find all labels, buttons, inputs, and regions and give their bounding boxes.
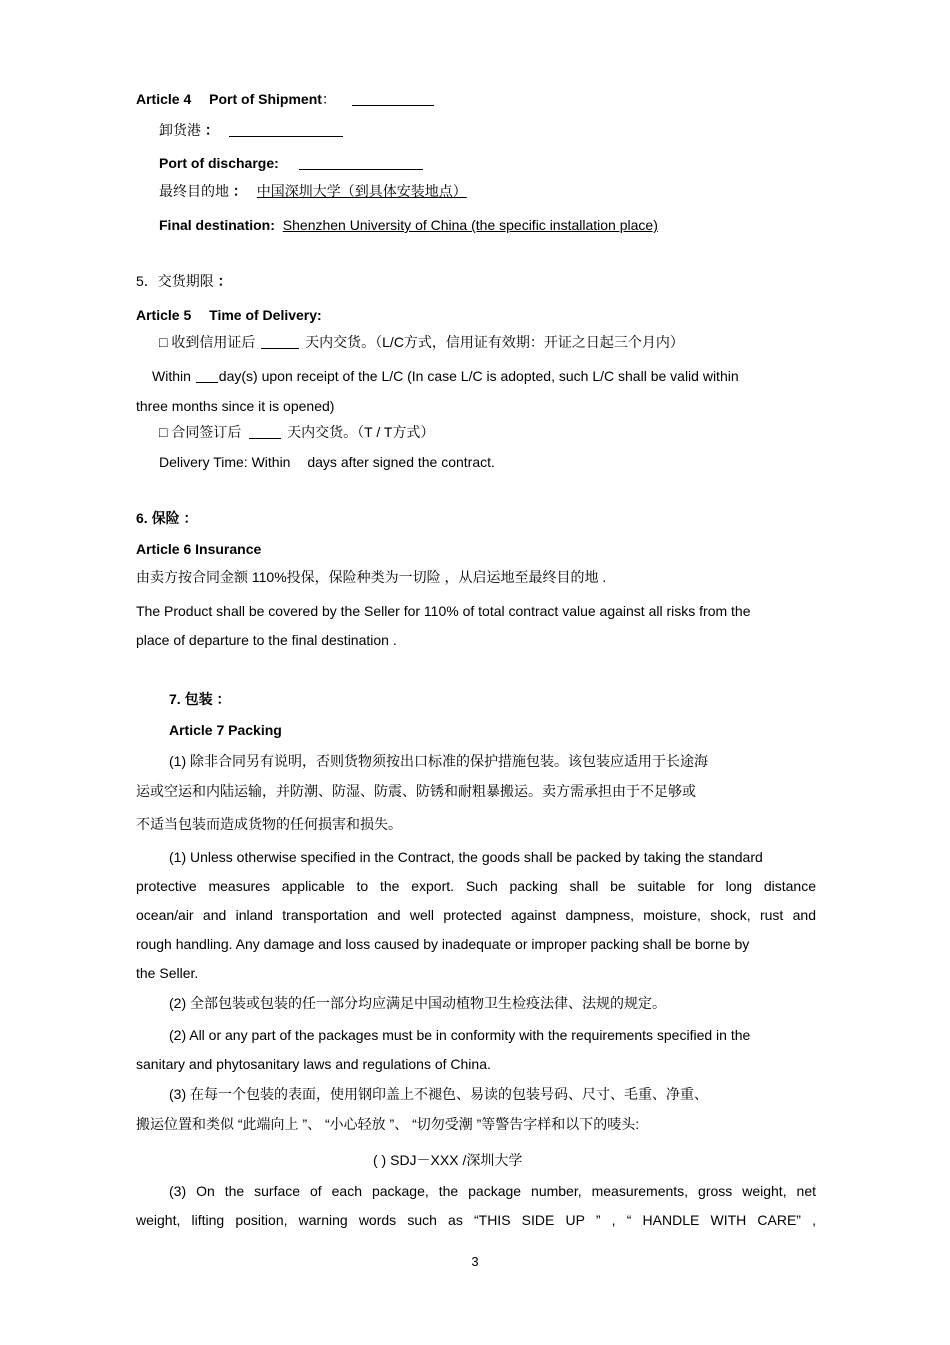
- packing-p2-cn: (2) 全部包装或包装的任一部分均应满足中国动植物卫生检疫法律、法规的规定。: [169, 995, 666, 1011]
- packing-p3-en-line1: (3) On the surface of each package, the package number, measurements, gross weight, net: [169, 1183, 816, 1199]
- packing-p3-cn-line2: 搬运位置和类似 “此端向上 ”、 “小心轻放 ”、 “切勿受潮 ”等警告字样和以下的唛头:: [136, 1116, 640, 1132]
- article7-heading: Article 7 Packing: [169, 722, 282, 738]
- delivery-option2-en-start: Delivery Time: Within: [159, 454, 291, 470]
- article4-heading: Article 4: [136, 91, 192, 107]
- delivery-option2-cn: [159, 423, 434, 441]
- packing-p1-en-line5: the Seller.: [136, 965, 199, 981]
- article5-cn-heading: 5．交货期限: [136, 273, 214, 289]
- packing-p1-en-line3: ocean/air and inland transportation and well protected against dampness, moisture, shock, rust and: [136, 907, 816, 923]
- shipping-mark: ( ) SDJ－XXX /深圳大学: [373, 1152, 523, 1168]
- article6-cn-heading-line: 6. 保险 ：: [136, 510, 198, 526]
- port-of-discharge-label: Port of discharge:: [159, 155, 279, 171]
- delivery-option2-en-end: days after signed the contract.: [307, 454, 495, 470]
- article6-en-line2: place of departure to the final destination .: [136, 632, 397, 648]
- delivery-option1-cn-start: □ 收到信用证后: [159, 334, 256, 350]
- page-number: 3: [471, 1254, 479, 1269]
- packing-p1-cn-line3: 不适当包装而造成货物的任何损害和损失。: [136, 816, 402, 832]
- delivery-option1-en-end: day(s) upon receipt of the L/C (In case L/C is adopted, such L/C shall be valid within: [218, 368, 739, 384]
- final-destination-cn-value: 中国深圳大学（到具体安装地点）: [256, 183, 467, 199]
- packing-p2-en-line1: (2) All or any part of the packages must be in conformity with the requirements specified in the: [169, 1027, 751, 1043]
- article5-heading: Article 5: [136, 307, 192, 323]
- packing-p1-cn-line1: (1) 除非合同另有说明，否则货物须按出口标准的保护措施包装。该包装应适用于长途海: [169, 753, 708, 769]
- port-of-discharge-blank: [299, 155, 423, 170]
- delivery-option1-en: [152, 367, 739, 385]
- delivery-option1-cn-blank: [261, 334, 299, 349]
- packing-p3-en-line2: weight, lifting position, warning words such as “THIS SIDE UP ” , “ HANDLE WITH CARE” ,: [136, 1212, 816, 1228]
- delivery-option1-en-cont: three months since it is opened): [136, 398, 335, 414]
- article4-shipment-line: Article 4 Port of Shipment：: [136, 90, 434, 108]
- article5-cn-heading-line: 5．交货期限 ：: [136, 273, 232, 289]
- port-of-shipment-blank: [352, 91, 434, 106]
- delivery-option1-cn-end: 天内交货。（L/C方式，信用证有效期：开证之日起三个月内）: [305, 334, 684, 350]
- final-destination-en-value: Shenzhen University of China (the specific installation place): [282, 217, 658, 233]
- article6-cn-text: 由卖方按合同金额 110%投保，保险种类为一切险 ，从启运地至最终目的地 .: [136, 569, 607, 585]
- final-destination-cn-line: 最终目的地 ： 中国深圳大学（到具体安装地点）: [159, 182, 501, 200]
- delivery-option2-cn-blank: [249, 424, 281, 439]
- final-destination-en-label: Final destination:: [159, 217, 275, 233]
- article5-heading-line: [136, 306, 322, 324]
- delivery-option1-cn: [159, 333, 684, 351]
- delivery-option1-en-blank: [196, 368, 218, 383]
- final-destination-cn-label: 最终目的地: [159, 183, 229, 199]
- packing-p1-cn-line2: 运或空运和内陆运输，并防潮、防湿、防震、防锈和耐粗暴搬运。卖方需承担由于不足够或: [136, 783, 696, 799]
- unload-port-blank: [229, 122, 343, 137]
- delivery-option2-cn-end: 天内交货。（T / T方式）: [287, 424, 435, 440]
- delivery-option2-cn-start: □ 合同签订后: [159, 424, 242, 440]
- discharge-line: [159, 154, 423, 172]
- packing-p1-en-line1: (1) Unless otherwise specified in the Contract, the goods shall be packed by taking the standard: [169, 849, 763, 865]
- packing-p1-en-line4: rough handling. Any damage and loss caused by inadequate or improper packing shall be borne by: [136, 936, 750, 952]
- delivery-option2-en: [159, 453, 495, 471]
- packing-p2-en-line2: sanitary and phytosanitary laws and regulations of China.: [136, 1056, 491, 1072]
- final-destination-en-line: [159, 216, 670, 234]
- article6-heading: Article 6 Insurance: [136, 541, 262, 557]
- article6-en-line1: The Product shall be covered by the Seller for 110% of total contract value against all risks from the: [136, 603, 751, 619]
- article7-cn-heading: 7. 包装: [169, 691, 213, 707]
- article7-cn-heading-line: 7. 包装 ：: [169, 691, 231, 707]
- port-of-shipment-label: Port of Shipment: [209, 91, 322, 107]
- article6-cn-heading: 6. 保险: [136, 510, 180, 526]
- packing-p1-en-line2: protective measures applicable to the export. Such packing shall be suitable for long distance: [136, 878, 816, 894]
- delivery-option1-en-start: Within: [152, 368, 191, 384]
- article5-title: Time of Delivery:: [209, 307, 322, 323]
- unload-port-cn-line: 卸货港 ：: [159, 121, 343, 139]
- packing-p3-cn-line1: (3) 在每一个包装的表面，使用钢印盖上不褪色、易读的包装号码、尺寸、毛重、净重、: [169, 1086, 708, 1102]
- unload-port-cn-label: 卸货港: [159, 122, 201, 138]
